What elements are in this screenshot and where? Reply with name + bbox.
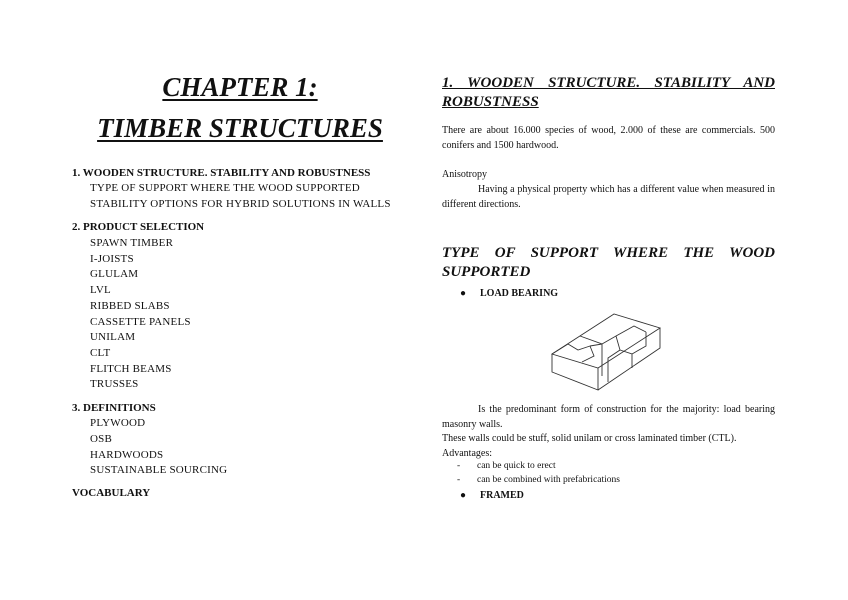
advantage-item bbox=[457, 475, 620, 485]
term-label: Anisotropy bbox=[442, 169, 487, 180]
toc-item: HARDWOODS bbox=[90, 449, 164, 461]
toc-item: GLULAM bbox=[90, 268, 139, 280]
toc-item: UNILAM bbox=[90, 331, 136, 343]
toc-item: SPAWN TIMBER bbox=[90, 237, 174, 249]
toc-item: TRUSSES bbox=[90, 378, 139, 390]
toc-item: SUSTAINABLE SOURCING bbox=[90, 464, 228, 476]
toc-heading: 3. DEFINITIONS bbox=[72, 402, 156, 414]
dash-marker: - bbox=[457, 475, 461, 485]
bullet-label: FRAMED bbox=[480, 490, 524, 501]
toc-item: OSB bbox=[90, 433, 112, 445]
intro-paragraph: There are about 16.000 species of wood, 2.000 of these are commercials. 500 conifers and 1500 hardwood. bbox=[442, 125, 775, 151]
toc-heading: VOCABULARY bbox=[72, 487, 151, 499]
toc-item: FLITCH BEAMS bbox=[90, 363, 172, 375]
bullet-icon: ● bbox=[460, 490, 467, 501]
section-title: TYPE OF SUPPORT WHERE THE WOOD SUPPORTED bbox=[442, 245, 775, 280]
toc-heading: 2. PRODUCT SELECTION bbox=[72, 221, 205, 233]
toc-heading: 1. WOODEN STRUCTURE. STABILITY AND ROBUSTNESS bbox=[72, 167, 371, 179]
chapter-number: CHAPTER 1: bbox=[162, 72, 318, 102]
advantage-item bbox=[457, 461, 556, 471]
bullet-item bbox=[460, 490, 524, 501]
body-paragraph: Is the predominant form of construction for the majority: load bearing masonry walls. bbox=[442, 404, 775, 430]
toc-item: PLYWOOD bbox=[90, 417, 146, 429]
term-definition: Having a physical property which has a different value when measured in different directions. bbox=[442, 184, 775, 210]
bullet-icon: ● bbox=[460, 288, 467, 299]
dash-marker: - bbox=[457, 461, 461, 471]
advantage-text: can be quick to erect bbox=[477, 461, 556, 471]
figure-front-face bbox=[552, 354, 598, 390]
section-title: 1. WOODEN STRUCTURE. STABILITY AND ROBUSTNESS bbox=[442, 75, 775, 110]
toc-item: RIBBED SLABS bbox=[90, 300, 170, 312]
bullet-label: LOAD BEARING bbox=[480, 288, 559, 299]
toc-item: LVL bbox=[90, 284, 111, 296]
chapter-title: TIMBER STRUCTURES bbox=[97, 113, 383, 143]
bullet-item bbox=[460, 288, 558, 299]
toc-item: CASSETTE PANELS bbox=[90, 316, 191, 328]
timber-joint-illustration bbox=[550, 306, 662, 394]
advantages-label: Advantages: bbox=[442, 448, 492, 459]
toc-item: I-JOISTS bbox=[90, 253, 134, 265]
body-paragraph: These walls could be stuff, solid unilam or cross laminated timber (CTL). bbox=[442, 433, 737, 444]
toc-item: STABILITY OPTIONS FOR HYBRID SOLUTIONS IN WALLS bbox=[90, 198, 391, 210]
figure-top-face bbox=[552, 314, 660, 368]
advantage-text: can be combined with prefabrications bbox=[477, 475, 620, 485]
toc-item: CLT bbox=[90, 347, 111, 359]
figure-side-face bbox=[598, 328, 660, 390]
toc-item: TYPE OF SUPPORT WHERE THE WOOD SUPPORTED bbox=[90, 182, 360, 194]
